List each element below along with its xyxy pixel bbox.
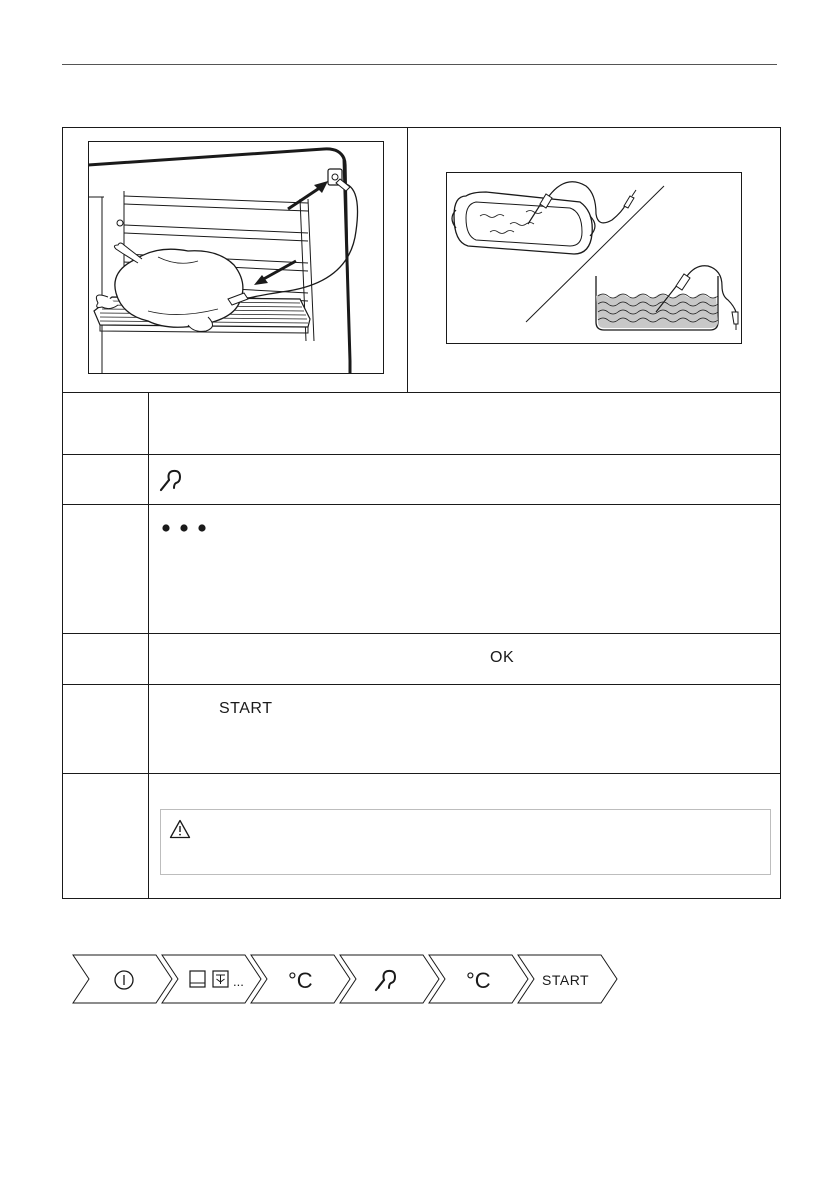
warning-icon <box>169 819 191 839</box>
flow-step-temperature-2 <box>429 955 528 1003</box>
step-number-cell <box>63 774 149 898</box>
probe-placement-illustration <box>446 172 742 344</box>
temperature-icon: °C <box>466 968 491 993</box>
step-number-cell <box>63 392 149 454</box>
step-number-cell <box>63 455 149 504</box>
step-number-cell <box>63 505 149 633</box>
functions-more-text: ... <box>233 974 244 989</box>
illustration-divider <box>407 128 408 392</box>
header-rule <box>62 64 777 65</box>
flow-step-power <box>73 955 172 1003</box>
step-content <box>159 505 770 633</box>
start-label: START <box>219 700 273 717</box>
step-content <box>159 392 770 454</box>
probe-in-oven-illustration <box>88 141 384 374</box>
step-row-4 <box>63 634 780 685</box>
temperature-icon: °C <box>288 968 313 993</box>
flow-step-temperature-1 <box>251 955 350 1003</box>
ok-label: OK <box>490 649 515 666</box>
step-number-cell <box>63 634 149 684</box>
more-dots-icon <box>161 522 211 534</box>
step-content <box>159 685 770 773</box>
step-row-1 <box>63 392 780 455</box>
step-number-cell <box>63 685 149 773</box>
settings-flow <box>72 954 632 1004</box>
flow-step-functions <box>162 955 261 1003</box>
food-probe-icon <box>159 468 185 492</box>
flow-step-probe <box>340 955 439 1003</box>
start-icon: START <box>542 972 590 988</box>
step-row-2 <box>63 455 780 505</box>
illustration-row <box>63 128 780 393</box>
step-content <box>159 455 770 504</box>
warning-box <box>160 809 771 875</box>
step-content <box>159 634 770 684</box>
step-row-5 <box>63 685 780 774</box>
step-row-6 <box>63 774 780 898</box>
step-row-3 <box>63 505 780 634</box>
instruction-table <box>62 127 781 899</box>
flow-step-start <box>518 955 617 1003</box>
